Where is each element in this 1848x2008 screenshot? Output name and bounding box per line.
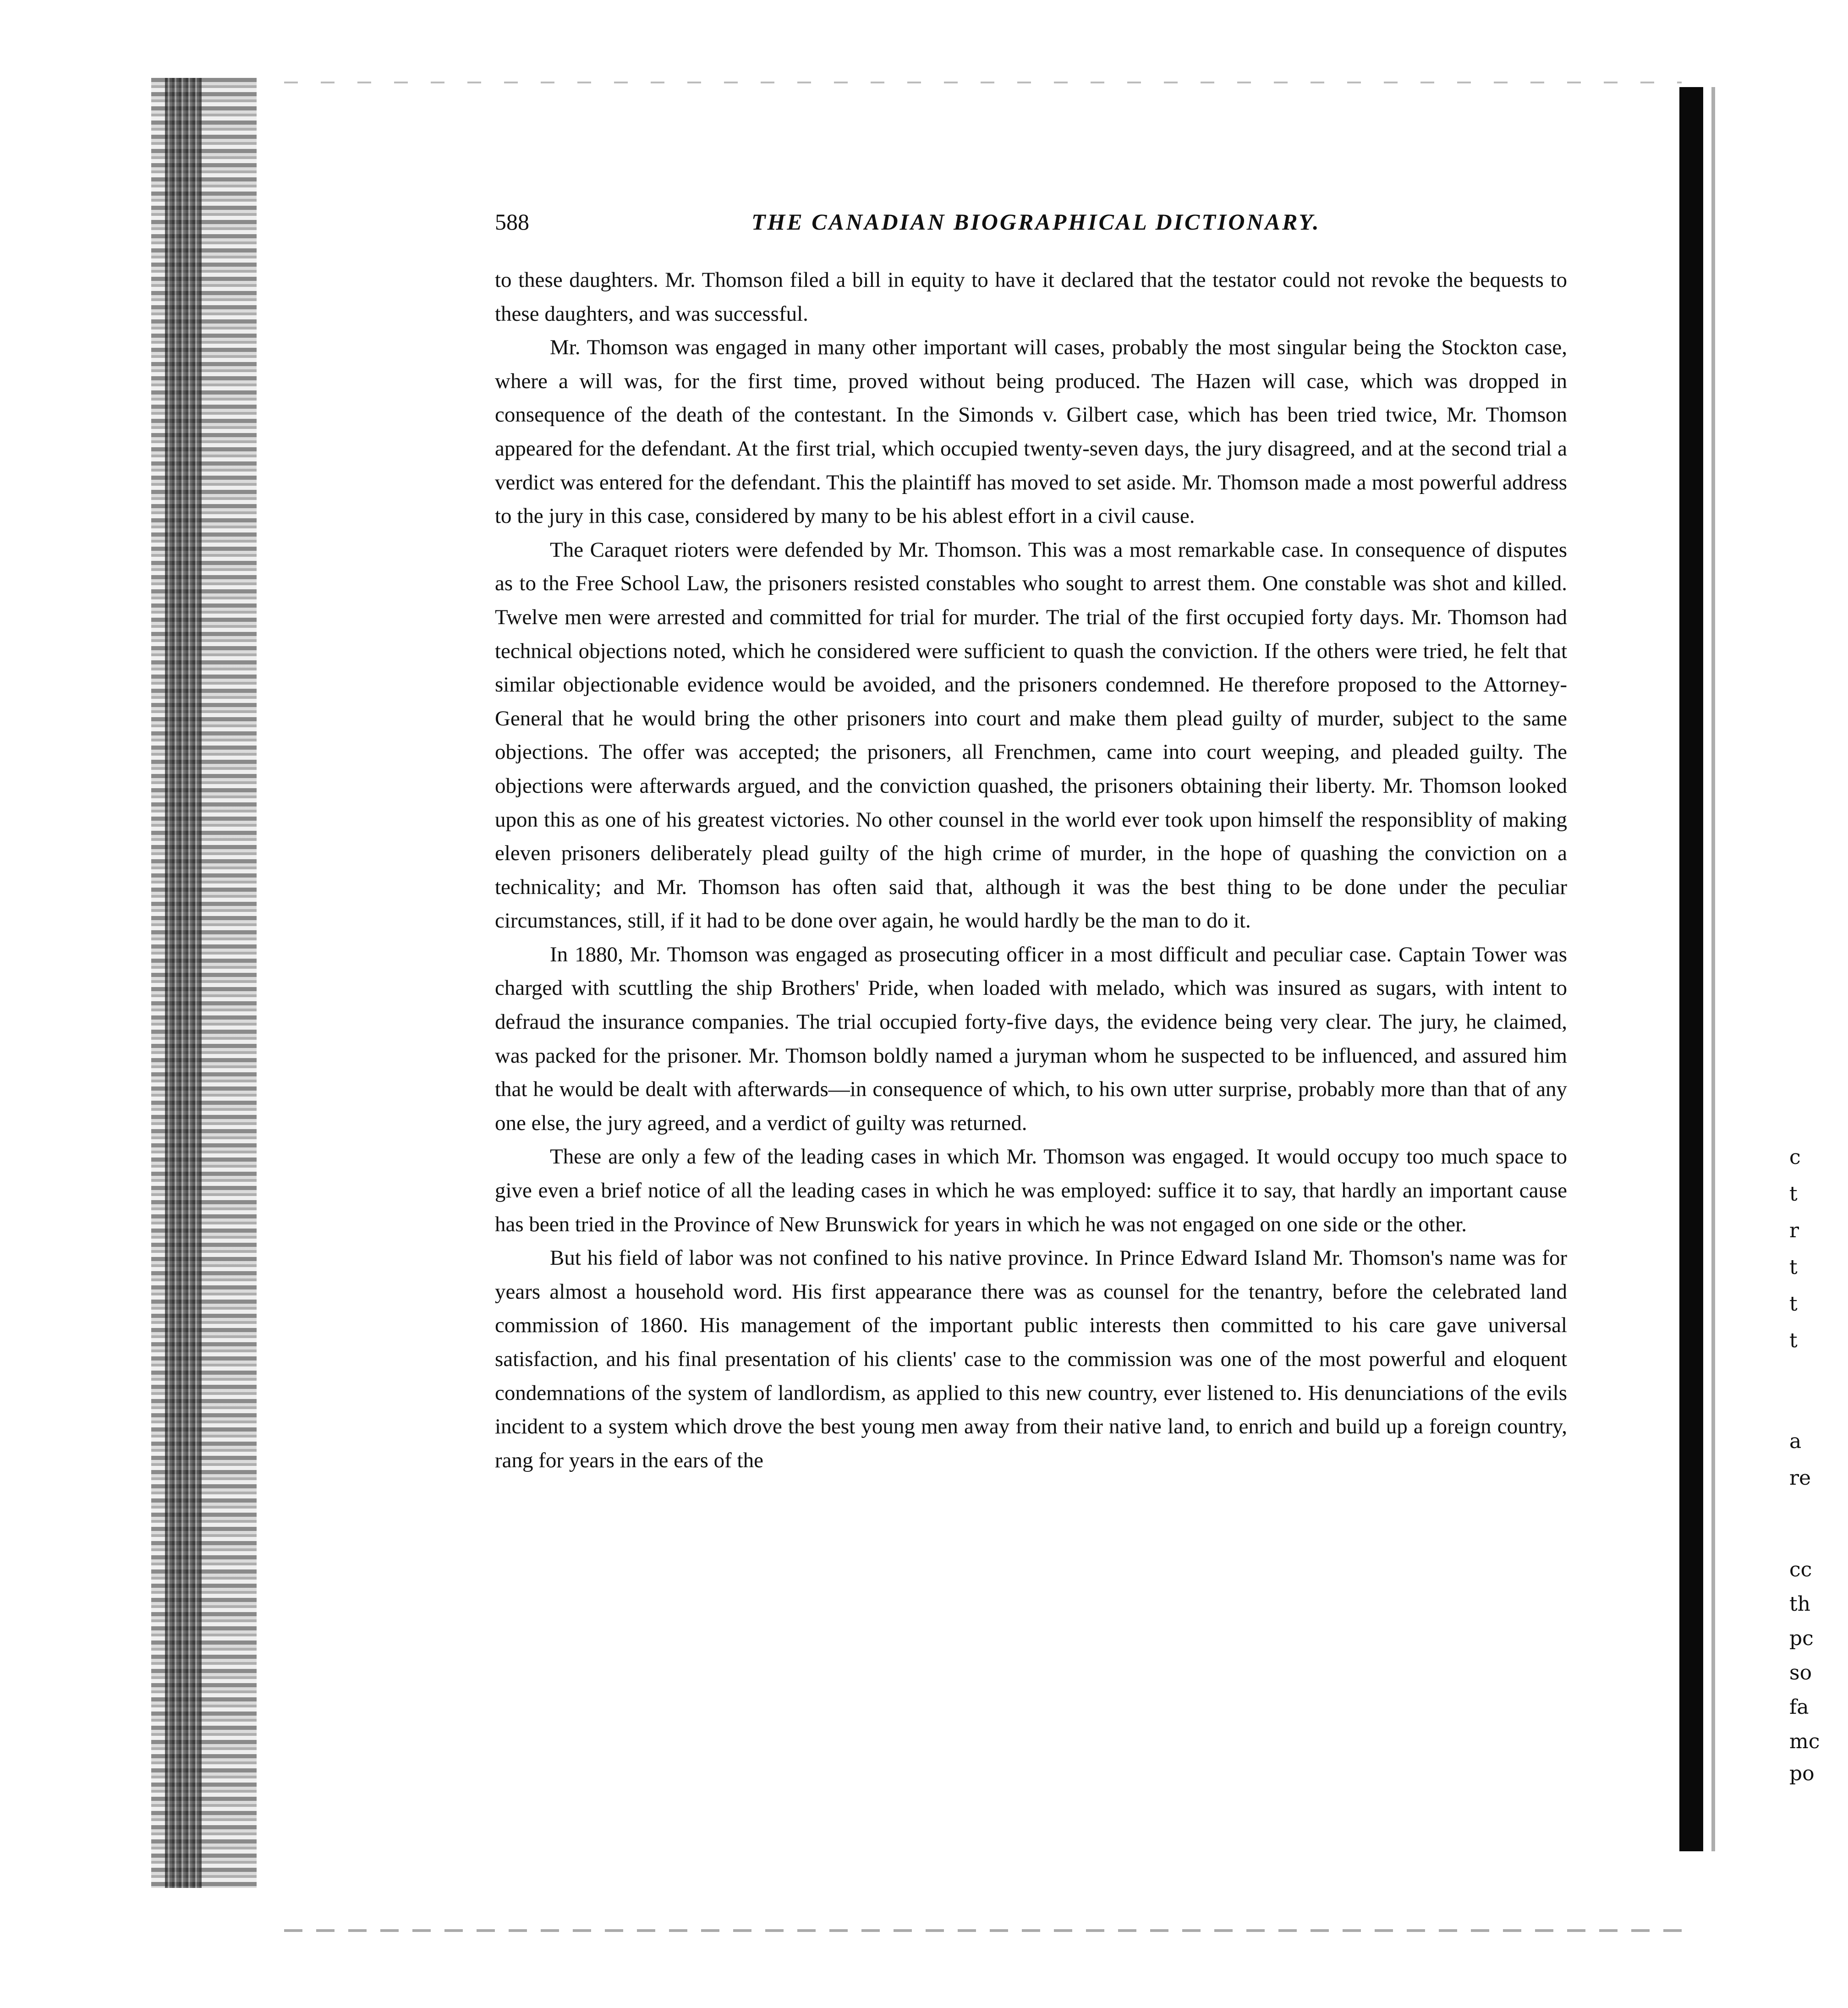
margin-fragment: po: [1789, 1762, 1815, 1785]
scan-artifact-right-edge-thin: [1711, 87, 1715, 1851]
margin-fragment: t: [1789, 1292, 1798, 1316]
margin-fragment: pc: [1789, 1627, 1814, 1650]
next-page-fragments: [1789, 1146, 1840, 1787]
margin-fragment: cc: [1789, 1558, 1812, 1581]
page-number: 588: [495, 209, 529, 235]
margin-fragment: t: [1789, 1182, 1798, 1206]
page-header: [495, 208, 1567, 241]
paragraph: But his field of labor was not confined to his native province. In Prince Edward Island Mr. Thomson's name was for years almost a household word. His first appearance there was as counsel for the tenantry, before the celebrated land commission of 1860. His management of the important public interests then committed to his care gave universal satisfaction, and his final presentation of his clients' case to the commission was one of the most powerful and eloquent condemnations of the system of landlordism, as applied to this new country, ever listened to. His denunciations of the evils incident to a system which drove the best young men away from their native land, to enrich and build up a foreign country, rang for years in the ears of the: [495, 1246, 1567, 1472]
margin-fragment: so: [1789, 1661, 1812, 1684]
margin-fragment: th: [1789, 1592, 1811, 1616]
paragraph: The Caraquet rioters were defended by Mr. Thomson. This was a most remarkable case. In consequence of disputes as to the Free School Law, the prisoners resisted constables who sought to arrest them. One constable was shot and killed. Twelve men were arrested and committed for trial for murder. The trial of the first occupied forty days. Mr. Thomson had technical objections noted, which he considered were sufficient to quash the conviction. If the others were tried, he felt that similar objectionable evidence would be avoided, and the prisoners condemned. He therefore proposed to the Attorney-General that he would bring the other prisoners into court and make them plead guilty of murder, subject to the same objections. The offer was accepted; the prisoners, all Frenchmen, came into court weeping, and pleaded guilty. The objections were afterwards argued, and the conviction quashed, the prisoners obtaining their liberty. Mr. Thomson looked upon this as one of his greatest victories. No other counsel in the world ever took upon himself the responsiblity of making eleven prisoners deliberately plead guilty of the high crime of murder, in the hope of quashing the conviction on a technicality; and Mr. Thomson has often said that, although it was the best thing to be done under the peculiar circumstances, still, if it had to be done over again, he would hardly be the man to do it.: [495, 538, 1567, 933]
scan-artifact-top: [284, 82, 1682, 83]
body-text: [495, 263, 1567, 1477]
paragraph: to these daughters. Mr. Thomson filed a bill in equity to have it declared that the testator could not revoke the bequests to these daughters, and was successful.: [495, 268, 1567, 326]
margin-fragment: t: [1789, 1256, 1798, 1279]
paragraph: In 1880, Mr. Thomson was engaged as prosecuting officer in a most difficult and peculiar case. Captain Tower was charged with scuttling the ship Brothers' Pride, when loaded with melado, which was insured as sugars, with intent to defraud the insurance companies. The trial occupied forty-five days, the evidence being very clear. The jury, he claimed, was packed for the prisoner. Mr. Thomson boldly named a juryman whom he suspected to be influenced, and assured him that he would be dealt with afterwards—in consequence of which, to his own utter surprise, probably more than that of any one else, the jury agreed, and a verdict of guilty was returned.: [495, 942, 1567, 1135]
margin-fragment: t: [1789, 1329, 1798, 1352]
margin-fragment: fa: [1789, 1695, 1809, 1719]
scan-artifact-bottom: [284, 1929, 1682, 1932]
paragraph: Mr. Thomson was engaged in many other important will cases, probably the most singular being the Stockton case, where a will was, for the first time, proved without being produced. The Hazen will case, which was dropped in consequence of the death of the contestant. In the Simonds v. Gilbert case, which has been tried twice, Mr. Thomson appeared for the defendant. At the first trial, which occupied twenty-seven days, the jury disagreed, and at the second trial a verdict was entered for the defendant. This the plaintiff has moved to set aside. Mr. Thomson made a most powerful address to the jury in this case, considered by many to be his ablest effort in a civil cause.: [495, 335, 1567, 528]
scan-artifact-binding-dark: [165, 78, 202, 1888]
margin-fragment: c: [1789, 1146, 1801, 1169]
margin-fragment: re: [1789, 1466, 1811, 1490]
margin-fragment: mc: [1789, 1730, 1820, 1753]
margin-fragment: a: [1789, 1430, 1802, 1453]
scan-artifact-right-edge: [1679, 87, 1703, 1851]
paragraph: These are only a few of the leading cases in which Mr. Thomson was engaged. It would occupy too much space to give even a brief notice of all the leading cases in which he was employed: suffice it to say, that hardly an important cause has been tried in the Province of New Brunswick for years in which he was not engaged on one side or the other.: [495, 1145, 1567, 1236]
margin-fragment: r: [1789, 1219, 1799, 1242]
running-title: THE CANADIAN BIOGRAPHICAL DICTIONARY.: [751, 209, 1321, 235]
